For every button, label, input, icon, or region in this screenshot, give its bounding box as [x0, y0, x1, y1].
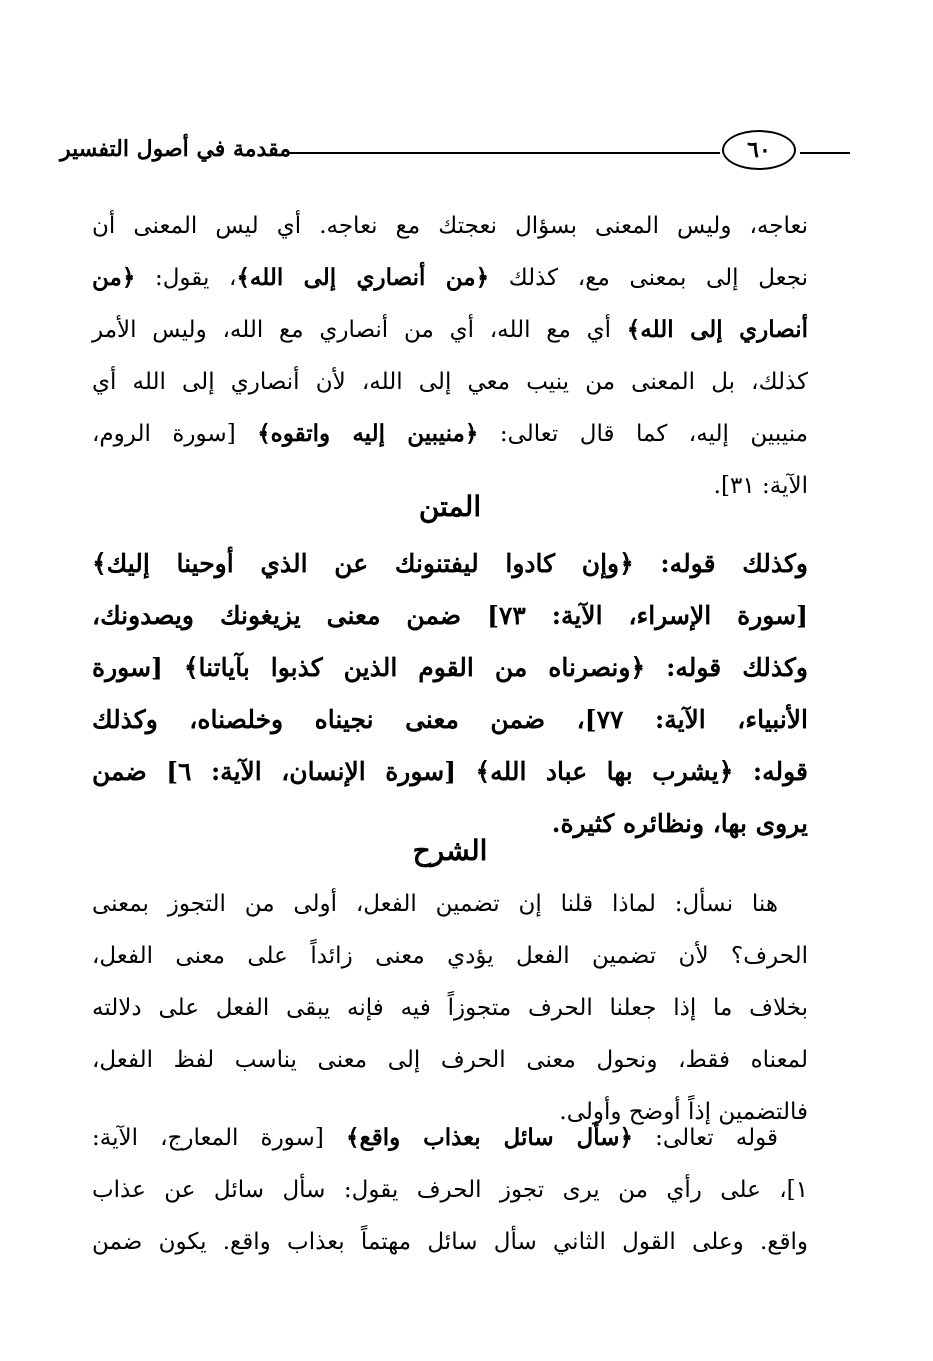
text-line: وكذلك قوله: ﴿وإن كادوا ليفتنونك عن الذي أوحينا إليك﴾	[92, 549, 808, 578]
paragraph-intro	[92, 200, 808, 512]
quran-quote: ﴿من أنصاري إلى الله﴾	[236, 264, 490, 291]
header-rule	[288, 152, 720, 154]
text-line: قوله: ﴿يشرب بها عباد الله﴾ [سورة الإنسان، الآية: ٦] ضمن	[92, 757, 808, 786]
page-number: ٦٠	[722, 130, 796, 170]
quran-quote: ﴿من	[92, 264, 136, 291]
section-heading-matn: المتن	[418, 490, 482, 523]
text-line: فالتضمين إذاً أوضح وأولى.	[559, 1099, 808, 1125]
matn-text	[92, 538, 808, 850]
running-header	[60, 128, 790, 178]
text-line: الأنبياء، الآية: ٧٧]، ضمن معنى نجيناه وخلصناه، وكذلك	[92, 705, 808, 734]
section-heading-sharh: الشرح	[412, 834, 488, 867]
text-line: هنا نسأل: لماذا قلنا إن تضمين الفعل، أولى من التجوز بمعنى	[92, 891, 778, 917]
paragraph-example	[92, 1112, 808, 1268]
text-line: كذلك، بل المعنى من ينيب معي إلى الله، لأن أنصاري إلى الله أي	[92, 369, 808, 395]
text-line: الحرف؟ لأن تضمين الفعل يؤدي معنى زائداً على معنى الفعل،	[92, 943, 808, 969]
quran-quote: ﴿منيبين إليه واتقوه﴾	[257, 420, 479, 447]
text-line: أنصاري إلى الله﴾ أي مع الله، أي من أنصاري مع الله، وليس الأمر	[92, 316, 808, 343]
text-line: منيبين إليه، كما قال تعالى: ﴿منيبين إليه واتقوه﴾ [سورة الروم،	[92, 420, 809, 447]
text-line: الآية: ٣١].	[713, 473, 808, 499]
text-line: نجعل إلى بمعنى مع، كذلك ﴿من أنصاري إلى الله﴾، يقول: ﴿من	[92, 264, 808, 291]
quran-quote: ﴿سأل سائل بعذاب واقع﴾	[345, 1124, 633, 1151]
text-line: نعاجه، وليس المعنى بسؤال نعجتك مع نعاجه. أي ليس المعنى أن	[92, 213, 808, 239]
quran-quote: أنصاري إلى الله﴾	[626, 316, 808, 343]
header-rule	[800, 152, 850, 154]
book-title: مقدمة في أصول التفسير	[60, 136, 291, 162]
text-line: واقع. وعلى القول الثاني سأل سائل مهتماً بعذاب واقع. يكون ضمن	[92, 1229, 808, 1255]
text-line: بخلاف ما إذا جعلنا الحرف متجوزاً فيه فإنه يبقى الفعل على دلالته	[92, 995, 808, 1021]
text-line: لمعناه فقط، ونحول معنى الحرف إلى معنى يناسب لفظ الفعل،	[92, 1047, 808, 1073]
text-line: وكذلك قوله: ﴿ونصرناه من القوم الذين كذبوا بآياتنا﴾ [سورة	[92, 653, 808, 682]
text-line: قوله تعالى: ﴿سأل سائل بعذاب واقع﴾ [سورة المعارج، الآية:	[92, 1124, 778, 1151]
paragraph-sharh	[92, 878, 808, 1138]
text-line: يروى بها، ونظائره كثيرة.	[551, 809, 808, 838]
text-line: [سورة الإسراء، الآية: ٧٣] ضمن معنى يزيغونك ويصدونك،	[92, 601, 808, 630]
text-line: ١]، على رأي من يرى تجوز الحرف يقول: سأل سائل عن عذاب	[92, 1177, 808, 1203]
